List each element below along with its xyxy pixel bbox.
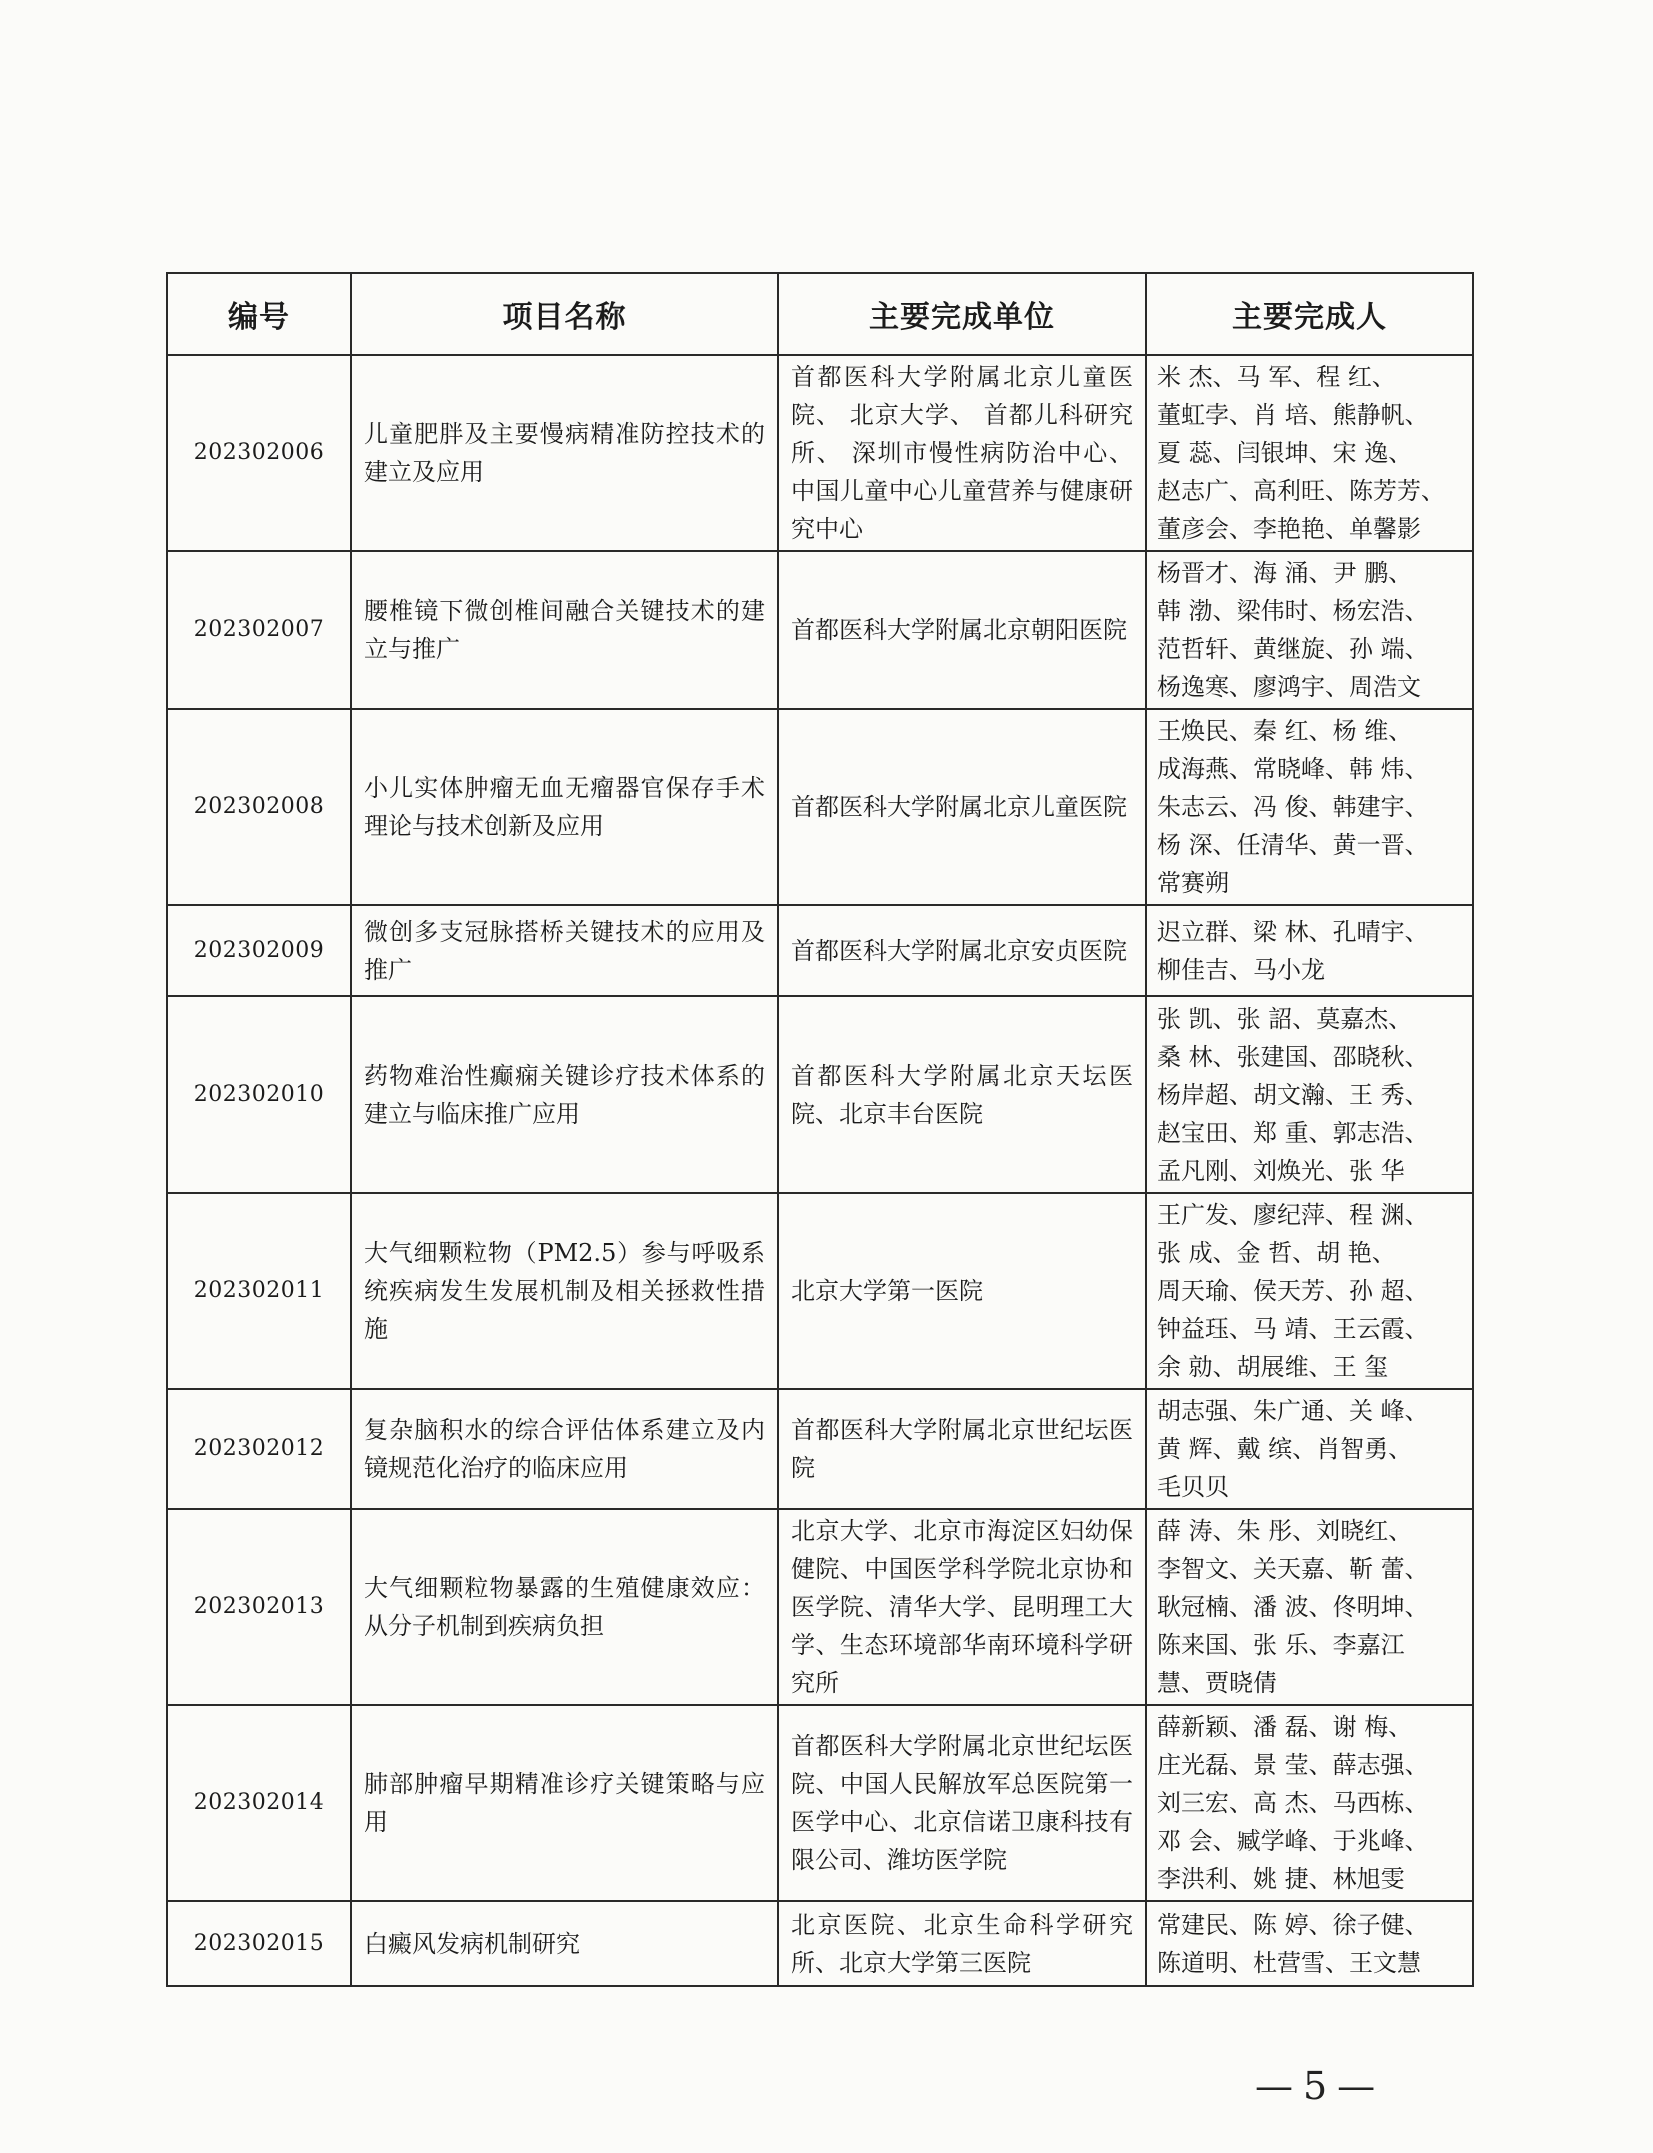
completion-people — [1146, 551, 1473, 709]
person-line: 常赛朔 — [1157, 869, 1229, 897]
page-number: —5— — [1255, 2064, 1386, 2108]
person-line: 柳佳吉、马小龙 — [1157, 955, 1325, 984]
completion-units: 首都医科大学附属北京朝阳医院 — [778, 551, 1146, 709]
project-name: 腰椎镜下微创椎间融合关键技术的建立与推广 — [351, 551, 778, 709]
table-row — [167, 709, 1473, 905]
person-line: 黄 辉、戴 缤、肖智勇、 — [1157, 1435, 1413, 1463]
table-row — [167, 355, 1473, 551]
completion-units: 首都医科大学附属北京安贞医院 — [778, 905, 1146, 996]
person-line: 米 杰、马 军、程 红、 — [1157, 363, 1396, 391]
person-line: 杨 深、任清华、黄一晋、 — [1157, 831, 1429, 859]
completion-people — [1146, 1705, 1473, 1901]
person-line: 韩 渤、梁伟时、杨宏浩、 — [1157, 597, 1429, 625]
header-units: 主要完成单位 — [778, 273, 1146, 355]
table-row — [167, 1901, 1473, 1986]
completion-units: 首都医科大学附属北京儿童医院 — [778, 709, 1146, 905]
project-id: 202302012 — [167, 1389, 351, 1509]
completion-units: 首都医科大学附属北京天坛医院、北京丰台医院 — [778, 996, 1146, 1193]
person-line: 李智文、关天嘉、靳 蕾、 — [1157, 1555, 1429, 1583]
person-line: 李洪利、姚 捷、林旭雯 — [1157, 1865, 1405, 1893]
table-row — [167, 1389, 1473, 1509]
person-line: 陈来国、张 乐、李嘉江 — [1157, 1631, 1405, 1659]
project-id: 202302007 — [167, 551, 351, 709]
person-line: 胡志强、朱广通、关 峰、 — [1157, 1397, 1429, 1425]
person-line: 赵志广、高利旺、陈芳芳、 — [1157, 477, 1445, 505]
project-name: 复杂脑积水的综合评估体系建立及内镜规范化治疗的临床应用 — [351, 1389, 778, 1509]
person-line: 毛贝贝 — [1157, 1473, 1229, 1501]
header-people: 主要完成人 — [1146, 273, 1473, 355]
person-line: 耿冠楠、潘 波、佟明坤、 — [1157, 1593, 1429, 1621]
completion-people — [1146, 1193, 1473, 1389]
person-line: 王焕民、秦 红、杨 维、 — [1157, 717, 1413, 745]
project-name: 小儿实体肿瘤无血无瘤器官保存手术理论与技术创新及应用 — [351, 709, 778, 905]
table-row — [167, 1193, 1473, 1389]
header-project-name: 项目名称 — [351, 273, 778, 355]
person-line: 王广发、廖纪萍、程 渊、 — [1157, 1201, 1429, 1229]
person-line: 邓 会、臧学峰、于兆峰、 — [1157, 1827, 1429, 1855]
person-line: 杨逸寒、廖鸿宇、周浩文 — [1157, 673, 1421, 701]
person-line: 董彦会、李艳艳、单馨影 — [1157, 515, 1421, 543]
person-line: 慧、贾晓倩 — [1157, 1669, 1277, 1697]
project-id: 202302009 — [167, 905, 351, 996]
completion-units: 首都医科大学附属北京世纪坛医院、中国人民解放军总医院第一医学中心、北京信诺卫康科技有限公司、潍坊医学院 — [778, 1705, 1146, 1901]
header-id: 编号 — [167, 273, 351, 355]
project-name: 大气细颗粒物暴露的生殖健康效应：从分子机制到疾病负担 — [351, 1509, 778, 1705]
person-line: 赵宝田、郑 重、郭志浩、 — [1157, 1118, 1429, 1147]
person-line: 张 成、金 哲、胡 艳、 — [1157, 1239, 1396, 1267]
person-line: 陈道明、杜营雪、王文慧 — [1157, 1948, 1421, 1977]
person-line: 杨晋才、海 涌、尹 鹏、 — [1157, 559, 1413, 587]
project-name: 肺部肿瘤早期精准诊疗关键策略与应用 — [351, 1705, 778, 1901]
table-row — [167, 1509, 1473, 1705]
completion-units: 首都医科大学附属北京世纪坛医院 — [778, 1389, 1146, 1509]
completion-people — [1146, 996, 1473, 1193]
person-line: 朱志云、冯 俊、韩建宇、 — [1157, 793, 1429, 821]
project-name: 白癜风发病机制研究 — [351, 1901, 778, 1986]
person-line: 钟益珏、马 靖、王云霞、 — [1157, 1315, 1429, 1343]
table-row — [167, 905, 1473, 996]
completion-units: 北京大学、北京市海淀区妇幼保健院、中国医学科学院北京协和医学院、清华大学、昆明理工大学、生态环境部华南环境科学研究所 — [778, 1509, 1146, 1705]
project-id: 202302013 — [167, 1509, 351, 1705]
completion-units: 首都医科大学附属北京儿童医院、 北京大学、 首都儿科研究所、 深圳市慢性病防治中心、中国儿童中心儿童营养与健康研究中心 — [778, 355, 1146, 551]
completion-people — [1146, 905, 1473, 996]
table-header-row — [167, 273, 1473, 355]
completion-units: 北京医院、北京生命科学研究所、北京大学第三医院 — [778, 1901, 1146, 1986]
person-line: 孟凡刚、刘焕光、张 华 — [1157, 1156, 1405, 1185]
table-body — [167, 355, 1473, 1986]
person-line: 薛新颖、潘 磊、谢 梅、 — [1157, 1713, 1413, 1741]
person-line: 张 凯、张 詔、莫嘉杰、 — [1157, 1004, 1413, 1033]
project-id: 202302010 — [167, 996, 351, 1193]
completion-people — [1146, 1509, 1473, 1705]
completion-units: 北京大学第一医院 — [778, 1193, 1146, 1389]
person-line: 余 勍、胡展维、王 玺 — [1157, 1353, 1389, 1381]
completion-people — [1146, 1389, 1473, 1509]
project-id: 202302015 — [167, 1901, 351, 1986]
awards-table — [166, 272, 1474, 1987]
person-line: 周天瑜、侯天芳、孙 超、 — [1157, 1277, 1429, 1305]
table-row — [167, 551, 1473, 709]
person-line: 庄光磊、景 莹、薛志强、 — [1157, 1751, 1429, 1779]
person-line: 桑 林、张建国、邵晓秋、 — [1157, 1042, 1429, 1071]
completion-people — [1146, 709, 1473, 905]
completion-people — [1146, 1901, 1473, 1986]
person-line: 杨岸超、胡文瀚、王 秀、 — [1157, 1080, 1429, 1109]
project-id: 202302008 — [167, 709, 351, 905]
person-line: 刘三宏、高 杰、马西栋、 — [1157, 1789, 1429, 1817]
table-row — [167, 996, 1473, 1193]
person-line: 成海燕、常晓峰、韩 炜、 — [1157, 755, 1429, 783]
project-name: 微创多支冠脉搭桥关键技术的应用及推广 — [351, 905, 778, 996]
person-line: 迟立群、梁 林、孔晴宇、 — [1157, 917, 1429, 946]
project-name: 大气细颗粒物（PM2.5）参与呼吸系统疾病发生发展机制及相关拯救性措施 — [351, 1193, 778, 1389]
person-line: 范哲轩、黄继旋、孙 端、 — [1157, 635, 1429, 663]
completion-people — [1146, 355, 1473, 551]
project-id: 202302011 — [167, 1193, 351, 1389]
person-line: 夏 蕊、闫银坤、宋 逸、 — [1157, 439, 1413, 467]
person-line: 常建民、陈 婷、徐子健、 — [1157, 1910, 1429, 1939]
project-name: 儿童肥胖及主要慢病精准防控技术的建立及应用 — [351, 355, 778, 551]
project-name: 药物难治性癫痫关键诊疗技术体系的建立与临床推广应用 — [351, 996, 778, 1193]
person-line: 董虹孛、肖 培、熊静帆、 — [1157, 401, 1429, 429]
table-row — [167, 1705, 1473, 1901]
person-line: 薛 涛、朱 彤、刘晓红、 — [1157, 1517, 1413, 1545]
project-id: 202302014 — [167, 1705, 351, 1901]
project-id: 202302006 — [167, 355, 351, 551]
